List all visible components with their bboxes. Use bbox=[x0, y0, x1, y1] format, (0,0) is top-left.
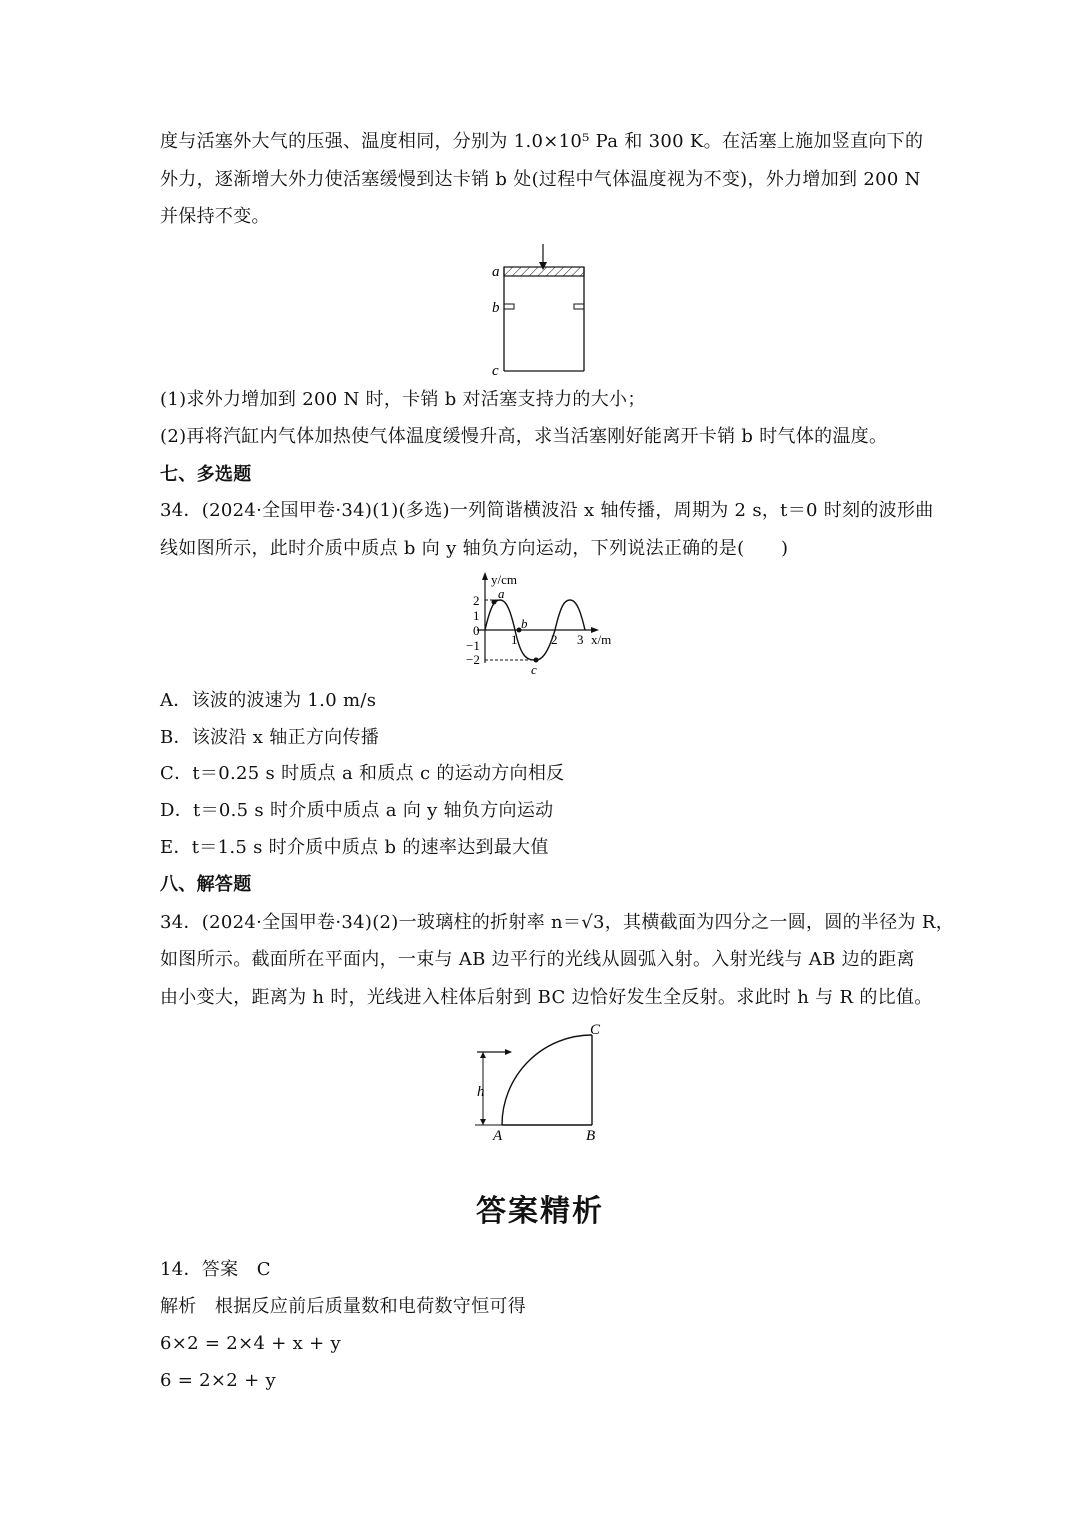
option-c: C．t＝0.25 s 时质点 a 和质点 c 的运动方向相反 bbox=[160, 763, 565, 784]
x-axis-label: x/m bbox=[591, 632, 612, 647]
x-tick-label: 3 bbox=[577, 632, 584, 647]
piston bbox=[504, 267, 584, 276]
label-c: c bbox=[492, 363, 499, 379]
label-h: h bbox=[477, 1084, 485, 1100]
problem-34-2-line: 34．(2024·全国甲卷·34)(2)一玻璃柱的折射率 n＝√3，其横截面为四分之一圆，圆的半径为 R， bbox=[160, 912, 955, 933]
cylinder-figure bbox=[480, 240, 600, 380]
equation-1: 6×2 = 2×4 + x + y bbox=[160, 1333, 341, 1354]
equation-2: 6 = 2×2 + y bbox=[160, 1370, 276, 1391]
label-C: C bbox=[590, 1022, 601, 1038]
problem-text-line: 外力，逐渐增大外力使活塞缓慢到达卡销 b 处(过程中气体温度视为不变)，外力增加到 200 N bbox=[160, 169, 921, 190]
question-1: (1)求外力增加到 200 N 时，卡销 b 对活塞支持力的大小； bbox=[160, 389, 646, 410]
wave-figure bbox=[455, 568, 630, 678]
section-heading: 七、多选题 bbox=[160, 464, 252, 485]
y-tick-label: 1 bbox=[473, 608, 480, 623]
incident-ray-arrow bbox=[505, 1049, 512, 1055]
point-b-label: b bbox=[521, 616, 528, 631]
point-a-label: a bbox=[498, 586, 505, 601]
answer-section-title: 答案精析 bbox=[476, 1194, 604, 1229]
problem-34-1-line: 线如图所示，此时介质中质点 b 向 y 轴负方向运动，下列说法正确的是( ) bbox=[160, 538, 789, 559]
arc bbox=[502, 1035, 592, 1125]
y-axis-label: y/cm bbox=[491, 572, 517, 587]
option-b: B．该波沿 x 轴正方向传播 bbox=[160, 727, 380, 748]
dimension-arrow-bottom bbox=[480, 1119, 486, 1125]
problem-text-line: 并保持不变。 bbox=[160, 206, 270, 227]
point-a bbox=[492, 600, 497, 605]
point-c-label: c bbox=[531, 662, 537, 677]
problem-34-1-line: 34．(2024·全国甲卷·34)(1)(多选)一列简谐横波沿 x 轴传播，周期为 2 s，t＝0 时刻的波形曲 bbox=[160, 500, 934, 521]
pin-right bbox=[574, 304, 584, 309]
quarter-circle-figure bbox=[465, 1018, 615, 1148]
label-a: a bbox=[492, 264, 500, 280]
y-tick-label: 2 bbox=[473, 593, 480, 608]
x-tick-label: 1 bbox=[511, 632, 518, 647]
pin-left bbox=[504, 304, 514, 309]
problem-34-2-line: 由小变大，距离为 h 时，光线进入柱体后射到 BC 边恰好发生全反射。求此时 h 与 R 的比值。 bbox=[160, 987, 933, 1008]
analysis-line: 解析 根据反应前后质量数和电荷数守恒可得 bbox=[160, 1296, 526, 1317]
option-a: A．该波的波速为 1.0 m/s bbox=[160, 690, 377, 711]
label-A: A bbox=[493, 1128, 503, 1144]
problem-34-2-line: 如图所示。截面所在平面内，一束与 AB 边平行的光线从圆弧入射。入射光线与 AB 边的距离 bbox=[160, 949, 915, 970]
dimension-arrow-top bbox=[480, 1052, 486, 1058]
answer-line: 14．答案 C bbox=[160, 1259, 271, 1280]
x-tick-label: 2 bbox=[551, 632, 558, 647]
y-tick-label: 0 bbox=[473, 623, 480, 638]
question-2: (2)再将汽缸内气体加热使气体温度缓慢升高，求当活塞刚好能离开卡销 b 时气体的温度。 bbox=[160, 426, 888, 447]
problem-text-line: 度与活塞外大气的压强、温度相同，分别为 1.0×10⁵ Pa 和 300 K。在活塞上施加竖直向下的 bbox=[160, 131, 924, 152]
label-B: B bbox=[586, 1128, 596, 1144]
label-b: b bbox=[492, 300, 500, 316]
y-tick-label: −1 bbox=[466, 638, 480, 653]
option-e: E．t＝1.5 s 时介质中质点 b 的速率达到最大值 bbox=[160, 837, 549, 858]
section-heading: 八、解答题 bbox=[160, 874, 252, 895]
y-axis-arrow bbox=[482, 572, 488, 580]
y-tick-label: −2 bbox=[466, 652, 480, 667]
option-d: D．t＝0.5 s 时介质中质点 a 向 y 轴负方向运动 bbox=[160, 800, 554, 821]
